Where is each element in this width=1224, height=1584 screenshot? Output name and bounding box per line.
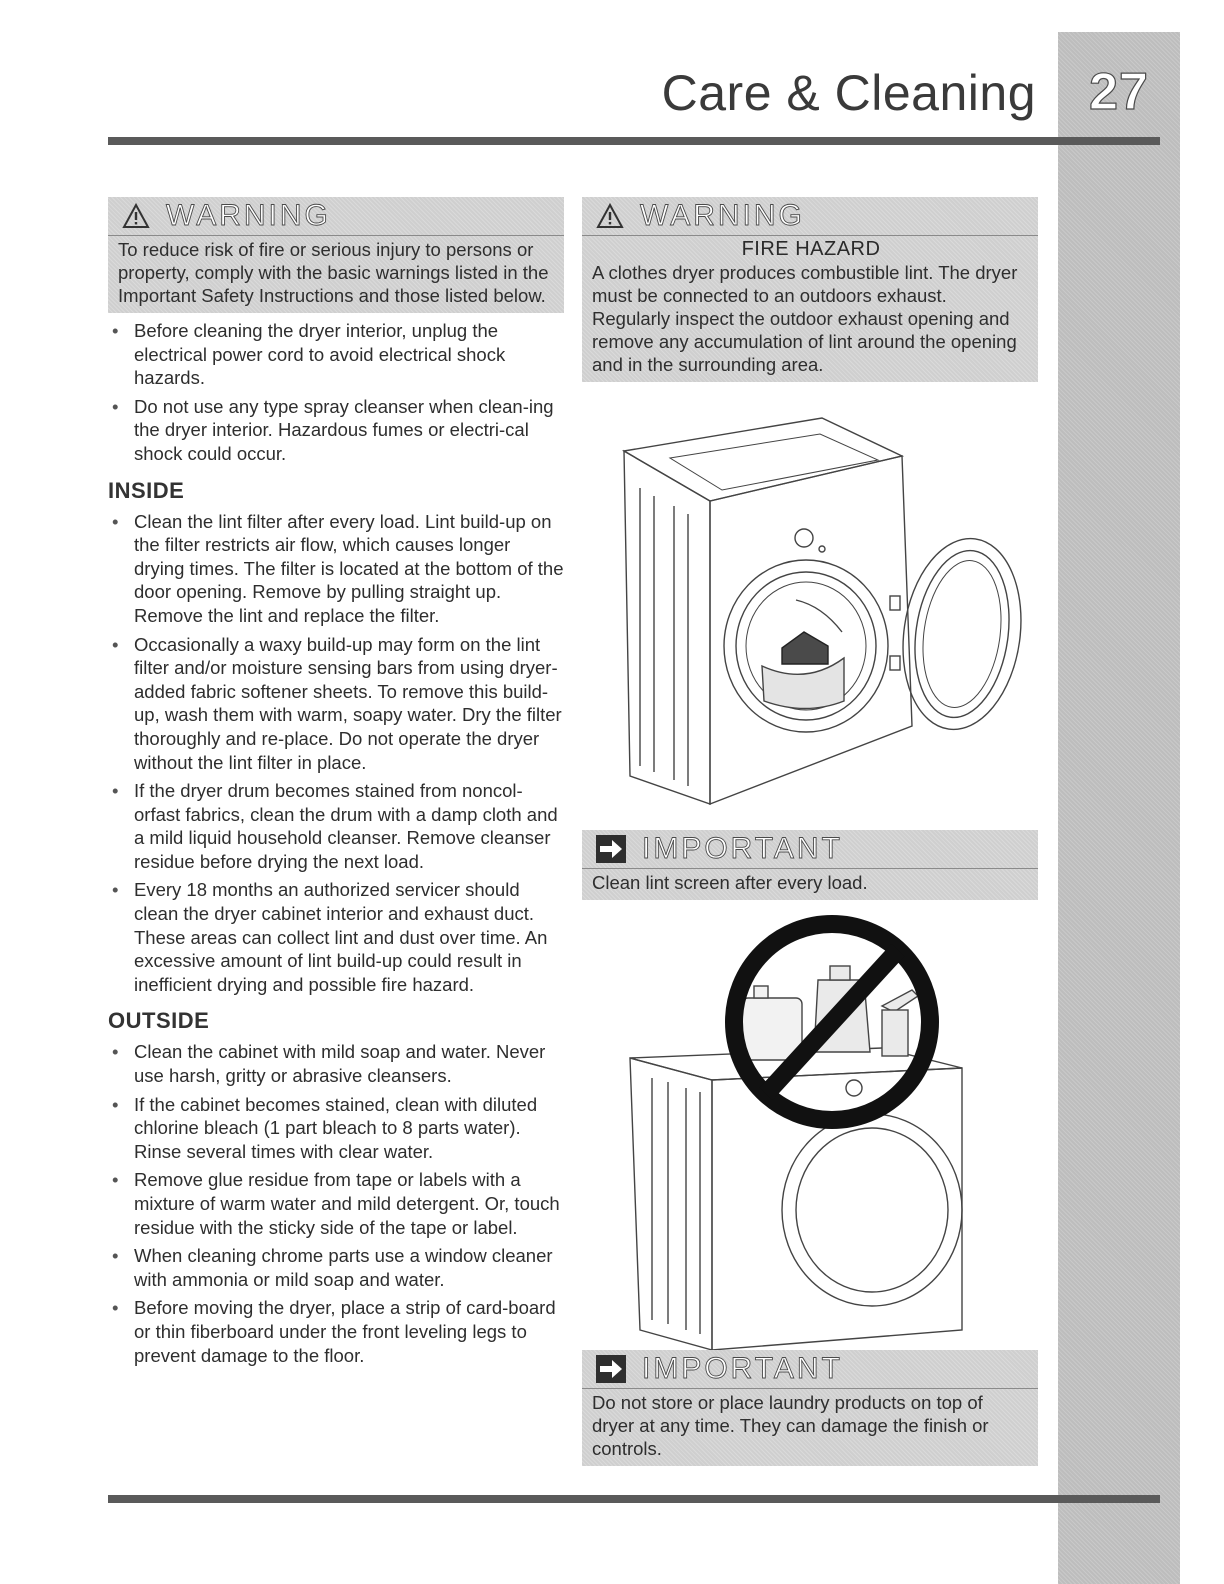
- dryer-open-door-illustration: [582, 396, 1038, 826]
- warning-triangle-icon: [596, 203, 624, 229]
- list-item: • Do not use any type spray cleanser when clean-ing the dryer interior. Hazardous fumes or electri-cal shock could occur.: [108, 395, 564, 466]
- list-item: • If the dryer drum becomes stained from noncol-orfast fabrics, clean the drum with a damp cloth and a mild liquid household cleanser. Remove cleanser residue before drying the next load.: [108, 779, 564, 873]
- footer-rule: [108, 1495, 1160, 1503]
- section-heading-inside: INSIDE: [108, 477, 185, 503]
- list-item: • Before cleaning the dryer interior, unplug the electrical power cord to avoid electrical shock hazards.: [108, 319, 564, 390]
- dryer-no-products-illustration: [582, 910, 1038, 1350]
- left-column: [108, 197, 564, 1372]
- section-heading-outside: OUTSIDE: [108, 1008, 210, 1034]
- important-box-header: [582, 1350, 1038, 1389]
- arrow-right-icon: [596, 835, 626, 863]
- important-box-header: [582, 830, 1038, 869]
- important-box-storage: [582, 1350, 1038, 1466]
- important-text-lint: Clean lint screen after every load.: [592, 872, 868, 893]
- fire-hazard-text: A clothes dryer produces combustible lint. The dryer must be connected to an outdoors exhaust. Regularly inspect the outdoor exhaust opening and remove any accumulation of lint around the opening and in the surrounding area.: [592, 262, 1018, 375]
- list-item: • If the cabinet becomes stained, clean with diluted chlorine bleach (1 part bleach to 8 parts water). Rinse several times with clear water.: [108, 1093, 564, 1164]
- warning-triangle-icon: [122, 203, 150, 229]
- list-item: • Every 18 months an authorized servicer should clean the dryer cabinet interior and exhaust duct. These areas can collect lint and dust over time. An excessive amount of lint build-up could result in inefficient drying and possible fire hazard.: [108, 878, 564, 996]
- warning-box-fire-hazard: [582, 197, 1038, 382]
- list-item: • Clean the cabinet with mild soap and water. Never use harsh, gritty or abrasive cleansers.: [108, 1040, 564, 1087]
- list-item: • Before moving the dryer, place a strip of card-board or thin fiberboard under the front leveling legs to prevent damage to the floor.: [108, 1296, 564, 1367]
- important-label: IMPORTANT: [642, 1352, 843, 1385]
- important-box-lint: [582, 830, 1038, 900]
- arrow-right-icon: [596, 1355, 626, 1383]
- warning-box-header: [582, 197, 1038, 236]
- list-item: • Occasionally a waxy build-up may form on the lint filter and/or moisture sensing bars from using dryer-added fabric softener sheets. To remove this build-up, wash them with warm, soapy water. Dry the filter thoroughly and re-place. Do not operate the dryer without the lint filter in place.: [108, 633, 564, 775]
- warning-bullet-list: [108, 319, 564, 466]
- warning-box-general: [108, 197, 564, 313]
- list-item: • Remove glue residue from tape or labels with a mixture of warm water and mild detergent. Or, touch residue with the sticky side of the tape or label.: [108, 1168, 564, 1239]
- warning-text: To reduce risk of fire or serious injury to persons or property, comply with the basic warnings listed in the Important Safety Instructions and those listed below.: [118, 239, 549, 306]
- page-title: Care & Cleaning: [661, 65, 1036, 121]
- list-item: • Clean the lint filter after every load. Lint build-up on the filter restricts air flow, which causes longer drying times. The filter is located at the bottom of the door opening. Remove by pulling straight up. Remove the lint and replace the filter.: [108, 510, 564, 628]
- page-side-tab: [1058, 32, 1180, 1584]
- list-item: • When cleaning chrome parts use a window cleaner with ammonia or mild soap and water.: [108, 1244, 564, 1291]
- warning-box-header: [108, 197, 564, 236]
- important-text-storage: Do not store or place laundry products on top of dryer at any time. They can damage the finish or controls.: [592, 1392, 989, 1459]
- right-column: [582, 197, 1038, 1466]
- warning-label: WARNING: [166, 199, 331, 232]
- inside-bullet-list: [108, 510, 564, 997]
- warning-label: WARNING: [640, 199, 805, 232]
- page-number: 27: [1089, 63, 1149, 121]
- important-label: IMPORTANT: [642, 832, 843, 865]
- outside-bullet-list: [108, 1040, 564, 1367]
- fire-hazard-subtitle: FIRE HAZARD: [741, 238, 881, 260]
- header-rule: [108, 137, 1160, 145]
